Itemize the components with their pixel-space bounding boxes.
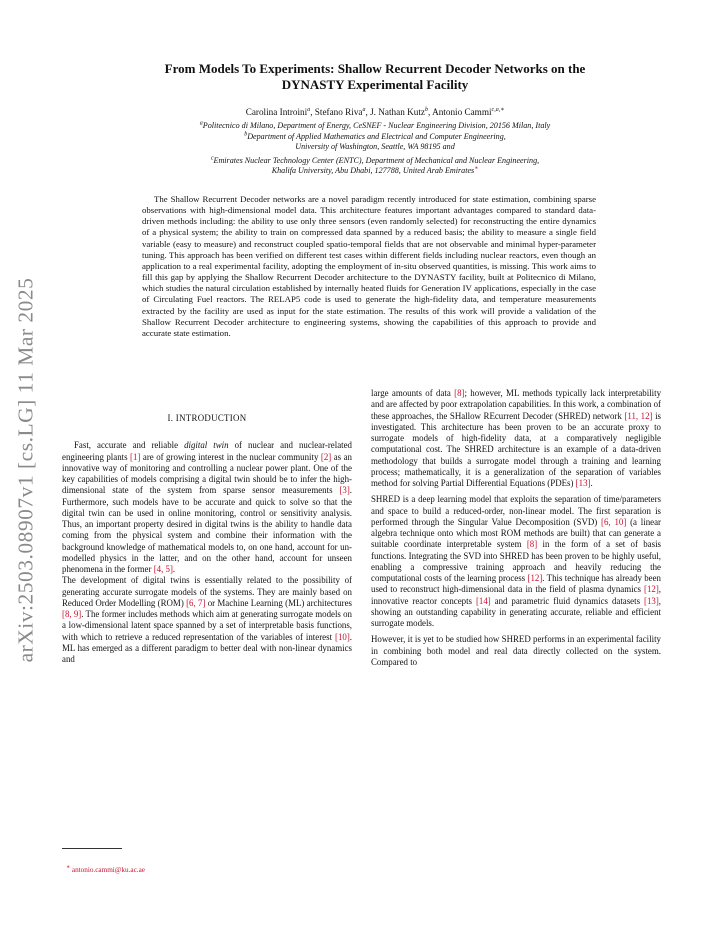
abstract: The Shallow Recurrent Decoder networks are a novel paradigm recently introduced for state estimation, combining sparse observations with high-dimensional model data. This architecture features important advantages compared to standard data-driven methods including: the ability to use only three sensors (even randomly selected) for reconstructing the entire dynamics of a physical system; the ability to train on compressed data spanned by a reduced basis; the ability to measure a single field variable (easy to measure) and reconstruct coupled spatio-temporal fields that are not observable and minimal hyper-parameter tuning. This approach has been verified on different test cases within different fields including nuclear reactors, even though an application to a real experimental facility, adopting the employment of in-situ observed quantities, is missing. This work aims to fill this gap by applying the Shallow Recurrent Decoder architecture to the DYNASTY facility, built at Politecnico di Milano, which studies the natural circulation established by internally heated fluids for Generation IV applications, especially in the case of Circulating Fuel reactors. The RELAP5 code is used to generate the high-fidelity data, and temperature measurements extracted by the facility are used as input for the state estimation. The results of this work will provide a validation of the Shallow Recurrent Decoder architecture to engineering systems, showing the capabilities of this approach to provide and accurate state estimation.	[142, 194, 596, 338]
author-affil-mark: a	[362, 106, 366, 113]
column-left	[62, 413, 352, 665]
title-line-1: From Models To Experiments: Shallow Recurrent Decoder Networks on the	[164, 61, 586, 76]
paragraph: large amounts of data [8]; however, ML methods typically lack interpretability and are affected by poor extrapolation capabilities. In this work, a combination of these approaches, the SHallow REcurrent Decoder (SHRED) network [11, 12] is investigated. This architecture has been proven to be an accurate proxy to surrogate models of high-fidelity data, at a comparatively negligible computational cost. The SHRED architecture is an example of a data-driven methodology that builds a surrogate model through a training and learning process; mathematically, it is a generalization of the separation of variables method for solving Partial Differential Equations (PDEs) [13].	[371, 388, 662, 488]
citation-link[interactable]: [8, 9]	[62, 609, 82, 619]
author-name: Stefano Riva	[314, 107, 363, 117]
citation-link[interactable]: [12]	[527, 573, 543, 583]
author-name: J. Nathan Kutz	[370, 107, 425, 117]
citation-link[interactable]: [11, 12]	[624, 410, 653, 421]
section-heading-introduction: I. INTRODUCTION	[167, 413, 247, 423]
citation-link[interactable]: [1]	[130, 451, 141, 462]
author-name: Carolina Introini	[245, 107, 308, 117]
author-affil-mark: a	[307, 106, 311, 113]
email-link[interactable]: antonio.cammi@ku.ac.ae	[71, 866, 145, 874]
author-list: Carolina Introini$^a$, Stefano Riva$^a$, J. Nathan Kutz$^b$, Antonio Cammi$^{c,a,∗}$	[245, 106, 505, 117]
affiliation-c: $^c$Emirates Nuclear Technology Center (ENTC), Department of Mechanical and Nuclear Engineering, Khalifa University, Abu Dhabi, 127788, United Arab Emirates∗	[210, 155, 540, 176]
citation-link[interactable]: [13]	[643, 595, 659, 606]
title-line-2: DYNASTY Experimental Facility	[281, 76, 469, 92]
arxiv-identifier[interactable]: arXiv:2503.08907v1 [cs.LG] 11 Mar 2025	[13, 277, 38, 663]
paragraph: SHRED is a deep learning model that exploits the separation of time/parameters and space to build a reduced-order, non-linear model. The first separation is performed through the Singular Value Decomposition (SVD) [6, 10] (a linear algebra technique onto which most ROM methods are built) that can generate a suitable coordinate interpretable system [8] in the form of a set of basis functions. Integrating the SVD into SHRED has been proven to be highly useful, enabling a compressive training approach and heavily reducing the computational costs of the learning process [12]. This technique has already been used to reconstruct high-dimensional data in the field of plasma dynamics [12], innovative reactor concepts [14] and parametric fluid dynamics datasets [13], showing an outstanding capability in generating accurate, reliable and efficient surrogate models.	[371, 494, 661, 628]
citation-link[interactable]: [14]	[475, 595, 491, 606]
footnote-divider	[62, 848, 122, 849]
footnote-mark: ∗	[66, 864, 71, 871]
author-name: Antonio Cammi	[432, 107, 492, 117]
author-affil-mark: b	[424, 106, 428, 113]
paragraph: However, it is yet to be studied how SHRED performs in an experimental facility in combining both model and real data directly collected on the system. Compared to	[371, 634, 661, 667]
author-affil-mark: c,a,∗	[491, 106, 505, 113]
paragraph: The development of digital twins is essentially related to the possibility of generating accurate surrogate models of the systems. They are mainly based on Reduced Order Modelling (ROM) [6, 7] or Machine Learning (ML) architectures [8, 9]. The former includes methods which aim at generating surrogate models on a low-dimensional latent space spanned by a set of interpretable basis functions, with which to retrieve a reduced representation of the variables of interest [10]. ML has emerged as a different paradigm to better deal with non-linear dynamics and	[62, 575, 352, 664]
citation-link[interactable]: [12]	[643, 584, 659, 595]
arxiv-stamp	[2, 270, 50, 670]
paper-title	[80, 61, 670, 92]
citation-link[interactable]: [8]	[526, 539, 538, 550]
paragraph: Fast, accurate and reliable digital twin of nuclear and nuclear-related engineering plants [1] are of growing interest in the nuclear community [2] as an innovative way of monitoring and controlling a nuclear power plant. One of the key capabilities of models comprising a digital twin should be to infer the high-dimensional state of the system from sparse sensor measurements [3]. Furthermore, such models have to be accurate and quick to solve so that the digital twin can be used in online monitoring, control or sensitivity analysis. Thus, an important property desired in digital twins is the ability to handle data coming from the physical system and combine their information with the background knowledge of mathematical models to, on one hand, account for un-modelled physics in the latter, and on the other hand, account for unseen phenomena in the former [4, 5].	[62, 440, 352, 574]
footnote-link[interactable]: ∗	[474, 165, 479, 172]
citation-link[interactable]: [8]	[454, 388, 465, 398]
citation-link[interactable]: [6, 7]	[186, 597, 206, 608]
footnote	[66, 866, 145, 874]
citation-link[interactable]: [10]	[334, 631, 350, 642]
citation-link[interactable]: [3]	[339, 485, 350, 496]
citation-link[interactable]: [13]	[575, 478, 591, 488]
citation-link[interactable]: [6, 10]	[601, 516, 627, 527]
citation-link[interactable]: [2]	[320, 451, 332, 462]
citation-link[interactable]: [4, 5]	[153, 564, 173, 574]
affiliation-b: $^b$Department of Applied Mathematics and Electrical and Computer Engineering, University of Washington, Seattle, WA 98195 and	[244, 131, 506, 152]
column-right	[371, 388, 661, 668]
affiliation-a: $^a$Politecnico di Milano, Department of Energy, CeSNEF - Nuclear Engineering Division, 20156 Milan, Italy	[199, 120, 551, 130]
